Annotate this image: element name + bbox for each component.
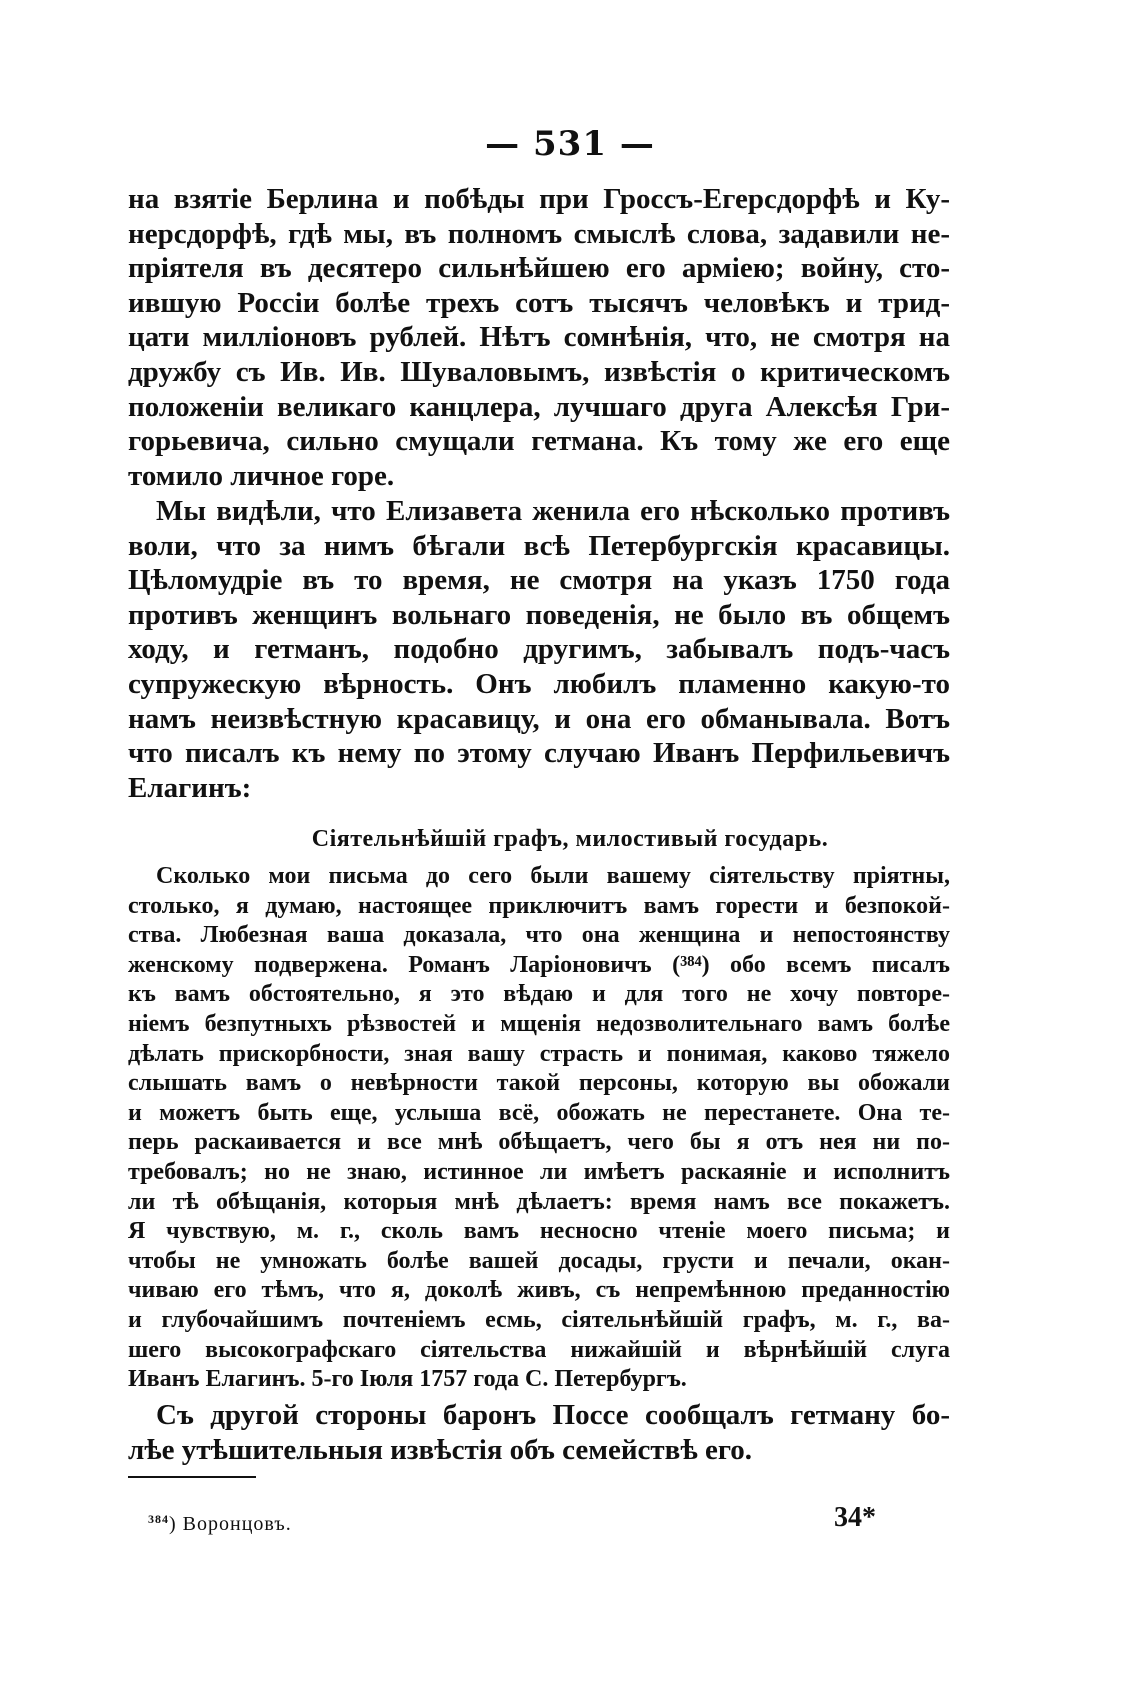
text-line: томило личное горе. xyxy=(128,459,395,492)
text-line: положеніи великаго канцлера, лучшаго друга Алексѣя Гри- xyxy=(128,390,950,423)
footnote-marker: 384 xyxy=(148,1512,169,1526)
text-line: ившую Россіи болѣе трехъ сотъ тысячъ человѣкъ и трид- xyxy=(128,286,950,319)
letter-body xyxy=(128,862,950,1395)
text-line: пріятеля въ десятеро сильнѣйшею его арміею; войну, сто- xyxy=(128,252,950,285)
footnote-text: ) Воронцовъ. xyxy=(169,1513,292,1535)
letter-line: Сколько мои письма до сего были вашему сіятельству пріятны, xyxy=(156,863,950,889)
letter-line: столько, я думаю, настоящее приключитъ вамъ горести и безпокой- xyxy=(128,892,950,919)
letter-line: ніемъ безпутныхъ рѣзвостей и мщенія недозволительнаго вамъ болѣе xyxy=(128,1010,950,1037)
text-line: противъ женщинъ вольнаго поведенія, не было въ общемъ xyxy=(128,598,950,631)
letter-line: шего высокографскаго сіятельства нижайшій и вѣрнѣйшій слуга xyxy=(128,1336,950,1363)
letter-line: слышать вамъ о невѣрности такой персоны, которую вы обожали xyxy=(128,1070,950,1097)
letter-line: требовалъ; но не знаю, истинное ли имѣетъ раскаяніе и исполнитъ xyxy=(128,1158,950,1185)
letter-line: чтобы не умножать болѣе вашей досады, грусти и печали, окан- xyxy=(128,1247,950,1274)
letter-line: и можетъ быть еще, услыша всё, обожать не перестанете. Она те- xyxy=(128,1099,950,1126)
text-line: цати милліоновъ рублей. Нѣтъ сомнѣнія, что, не смотря на xyxy=(128,321,950,354)
letter-line: и глубочайшимъ почтеніемъ есмь, сіятельнѣйшій графъ, м. г., ва- xyxy=(128,1306,950,1333)
paragraph-2 xyxy=(128,494,950,805)
letter-line: ства. Любезная ваша доказала, что она женщина и непостоянству xyxy=(128,922,950,949)
letter-line: женскому подвержена. Романъ Ларіоновичъ (³⁸⁴) обо всемъ писалъ xyxy=(128,951,950,978)
letter-line: дѣлать прискорбности, зная вашу страсть и понимая, каково тяжело xyxy=(128,1040,950,1067)
text-line: дружбу съ Ив. Ив. Шуваловымъ, извѣстія о критическомъ xyxy=(128,355,950,388)
text-line: Цѣломудріе въ то время, не смотря на указъ 1750 года xyxy=(128,564,950,597)
text-line: горьевича, сильно смущали гетмана. Къ тому же его еще xyxy=(128,425,950,458)
text-line: Елагинъ: xyxy=(128,771,252,804)
text-line: Мы видѣли, что Елизавета женила его нѣсколько противъ xyxy=(156,495,950,527)
letter-salutation: Сіятельнѣйшій графъ, милостивый государь. xyxy=(311,826,829,852)
text-line: лѣе утѣшительныя извѣстія объ семействѣ его. xyxy=(128,1433,753,1466)
text-line: супружескую вѣрность. Онъ любилъ пламенно какую-то xyxy=(128,667,950,700)
text-line: ходу, и гетманъ, подобно другимъ, забывалъ подъ-часъ xyxy=(128,633,950,666)
printer-signature-mark: 34* xyxy=(834,1502,876,1533)
paragraph-3 xyxy=(128,1398,950,1467)
letter-line: Иванъ Елагинъ. 5-го Іюля 1757 года С. Петербургъ. xyxy=(128,1366,687,1393)
text-line: на взятіе Берлина и побѣды при Гроссъ-Егерсдорфѣ и Ку- xyxy=(128,183,950,215)
text-line: Съ другой стороны баронъ Поссе сообщалъ гетману бо- xyxy=(156,1399,950,1431)
page-number: — 531 — xyxy=(485,124,655,164)
letter-line: чиваю его тѣмъ, что я, доколѣ живъ, съ непремѣнною преданностію xyxy=(128,1277,950,1304)
paragraph-1 xyxy=(128,182,950,493)
footnote xyxy=(148,1512,292,1536)
text-line: что писалъ къ нему по этому случаю Иванъ Перфильевичъ xyxy=(128,737,950,770)
footnote-divider xyxy=(128,1476,256,1478)
letter-line: перь раскаивается и все мнѣ обѣщаетъ, чего бы я отъ нея ни по- xyxy=(128,1129,950,1156)
text-line: воли, что за нимъ бѣгали всѣ Петербургскія красавицы. xyxy=(128,529,950,562)
letter-line: ли тѣ обѣщанія, которыя мнѣ дѣлаетъ: время намъ все покажетъ. xyxy=(128,1188,950,1215)
letter-line: Я чувствую, м. г., сколь вамъ несносно чтеніе моего письма; и xyxy=(128,1218,950,1245)
text-line: намъ неизвѣстную красавицу, и она его обманывала. Вотъ xyxy=(128,702,950,735)
letter-line: къ вамъ обстоятельно, я это вѣдаю и для того не хочу повторе- xyxy=(128,981,950,1008)
text-line: нерсдорфѣ, гдѣ мы, въ полномъ смыслѣ слова, задавили не- xyxy=(128,217,950,250)
